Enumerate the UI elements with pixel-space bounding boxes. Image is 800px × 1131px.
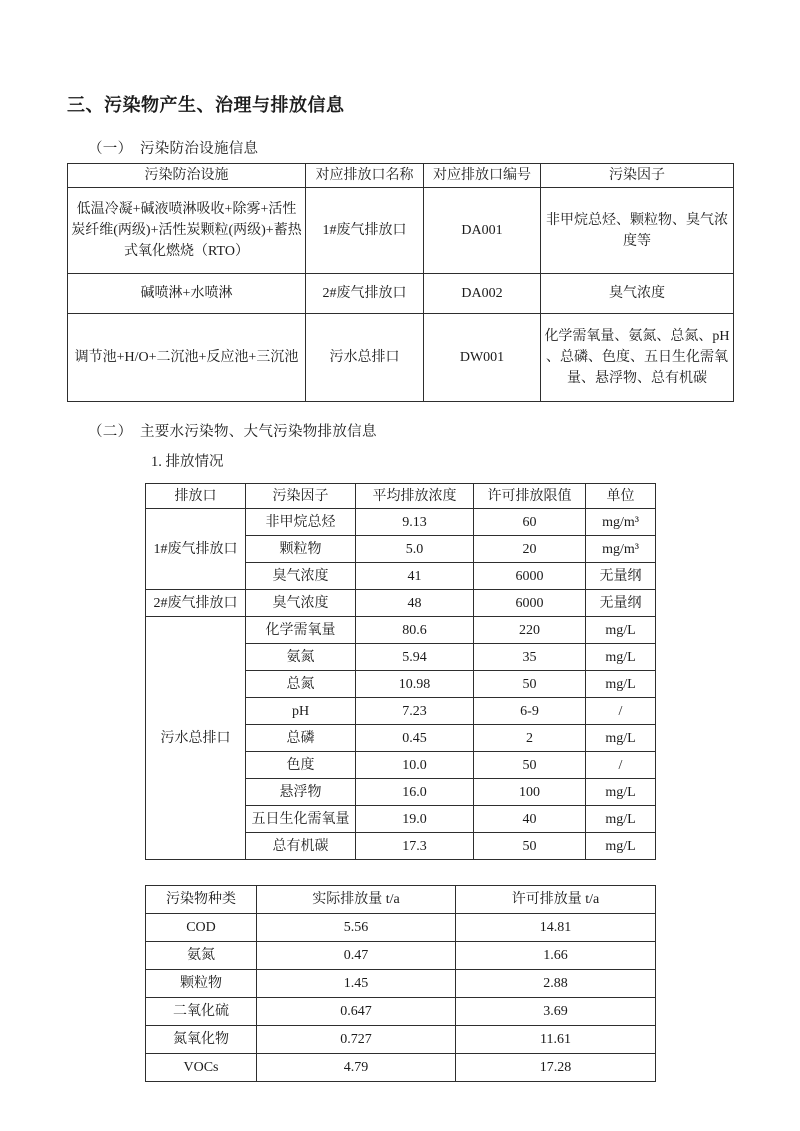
outlet-cell: 1#废气排放口 [146, 509, 246, 590]
subsection-title-emission-info: （二） 主要水污染物、大气污染物排放信息 [88, 424, 377, 440]
facility-cell: 低温冷凝+碱液喷淋吸收+除雾+活性炭纤维(两级)+活性炭颗粒(两级)+蓄热式氧化燃烧（RTO） [68, 188, 306, 274]
factors-cell: 非甲烷总烃、颗粒物、臭气浓度等 [541, 188, 734, 274]
outlet-code-cell: DA001 [424, 188, 541, 274]
factors-cell: 化学需氧量、氨氮、总氮、pH 、总磷、色度、五日生化需氧量、悬浮物、总有机碳 [541, 314, 734, 402]
table-row [146, 617, 656, 644]
factors-cell: 臭气浓度 [541, 274, 734, 314]
permitted-amount-cell: 17.28 [456, 1054, 656, 1082]
table-row [68, 274, 734, 314]
factor-cell: 臭气浓度 [246, 590, 356, 617]
permitted-amount-cell: 3.69 [456, 998, 656, 1026]
unit-cell: / [586, 752, 656, 779]
avg-concentration-cell: 16.0 [356, 779, 474, 806]
table-row [146, 1054, 656, 1082]
column-header-permitted-amount: 许可排放量 t/a [456, 886, 656, 914]
table-row [68, 314, 734, 402]
avg-concentration-cell: 5.94 [356, 644, 474, 671]
factor-cell: 悬浮物 [246, 779, 356, 806]
facility-table-header-row [68, 164, 734, 188]
actual-amount-cell: 4.79 [257, 1054, 456, 1082]
permitted-amount-cell: 1.66 [456, 942, 656, 970]
factor-cell: pH [246, 698, 356, 725]
unit-cell: mg/L [586, 644, 656, 671]
factor-cell: 非甲烷总烃 [246, 509, 356, 536]
column-header-factor: 污染因子 [246, 484, 356, 509]
column-header-pollutant-type: 污染物种类 [146, 886, 257, 914]
outlet-code-cell: DW001 [424, 314, 541, 402]
limit-cell: 100 [474, 779, 586, 806]
avg-concentration-cell: 41 [356, 563, 474, 590]
avg-concentration-cell: 10.98 [356, 671, 474, 698]
actual-amount-cell: 0.727 [257, 1026, 456, 1054]
emission-table-header-row [146, 484, 656, 509]
limit-cell: 50 [474, 833, 586, 860]
column-header-actual-amount: 实际排放量 t/a [257, 886, 456, 914]
table-row [146, 970, 656, 998]
unit-cell: mg/L [586, 671, 656, 698]
unit-cell: mg/L [586, 806, 656, 833]
outlet-name-cell: 2#废气排放口 [306, 274, 424, 314]
facility-cell: 碱喷淋+水喷淋 [68, 274, 306, 314]
avg-concentration-cell: 17.3 [356, 833, 474, 860]
unit-cell: 无量纲 [586, 563, 656, 590]
outlet-name-cell: 污水总排口 [306, 314, 424, 402]
unit-cell: mg/L [586, 617, 656, 644]
avg-concentration-cell: 10.0 [356, 752, 474, 779]
actual-amount-cell: 5.56 [257, 914, 456, 942]
table-row [146, 998, 656, 1026]
column-header-unit: 单位 [586, 484, 656, 509]
pollutant-type-cell: VOCs [146, 1054, 257, 1082]
outlet-cell: 2#废气排放口 [146, 590, 246, 617]
pollutant-type-cell: 氮氧化物 [146, 1026, 257, 1054]
avg-concentration-cell: 5.0 [356, 536, 474, 563]
factor-cell: 总磷 [246, 725, 356, 752]
limit-cell: 40 [474, 806, 586, 833]
pollutant-type-cell: 氨氮 [146, 942, 257, 970]
permitted-amount-cell: 2.88 [456, 970, 656, 998]
table-row [68, 188, 734, 274]
table-row [146, 590, 656, 617]
column-header-facility: 污染防治设施 [68, 164, 306, 188]
facility-cell: 调节池+H/O+二沉池+反应池+三沉池 [68, 314, 306, 402]
outlet-code-cell: DA002 [424, 274, 541, 314]
unit-cell: mg/L [586, 833, 656, 860]
unit-cell: mg/m³ [586, 536, 656, 563]
pollutant-type-cell: 颗粒物 [146, 970, 257, 998]
table-row [146, 1026, 656, 1054]
avg-concentration-cell: 9.13 [356, 509, 474, 536]
permitted-amount-cell: 14.81 [456, 914, 656, 942]
factor-cell: 氨氮 [246, 644, 356, 671]
factor-cell: 五日生化需氧量 [246, 806, 356, 833]
outlet-name-cell: 1#废气排放口 [306, 188, 424, 274]
pollutant-type-cell: COD [146, 914, 257, 942]
avg-concentration-cell: 48 [356, 590, 474, 617]
limit-cell: 2 [474, 725, 586, 752]
emission-table [145, 483, 656, 860]
annual-table-header-row [146, 886, 656, 914]
table-row [146, 942, 656, 970]
column-header-outlet: 排放口 [146, 484, 246, 509]
column-header-outlet-name: 对应排放口名称 [306, 164, 424, 188]
unit-cell: 无量纲 [586, 590, 656, 617]
factor-cell: 总有机碳 [246, 833, 356, 860]
limit-cell: 50 [474, 752, 586, 779]
unit-cell: / [586, 698, 656, 725]
facility-table [67, 163, 734, 402]
limit-cell: 6000 [474, 590, 586, 617]
factor-cell: 色度 [246, 752, 356, 779]
limit-cell: 50 [474, 671, 586, 698]
factor-cell: 颗粒物 [246, 536, 356, 563]
unit-cell: mg/L [586, 779, 656, 806]
avg-concentration-cell: 19.0 [356, 806, 474, 833]
avg-concentration-cell: 0.45 [356, 725, 474, 752]
limit-cell: 35 [474, 644, 586, 671]
section-title: 三、污染物产生、治理与排放信息 [67, 95, 345, 115]
actual-amount-cell: 1.45 [257, 970, 456, 998]
column-header-factors: 污染因子 [541, 164, 734, 188]
column-header-avg-concentration: 平均排放浓度 [356, 484, 474, 509]
annual-emission-table [145, 885, 656, 1082]
outlet-cell: 污水总排口 [146, 617, 246, 860]
actual-amount-cell: 0.647 [257, 998, 456, 1026]
permitted-amount-cell: 11.61 [456, 1026, 656, 1054]
table-row [146, 914, 656, 942]
limit-cell: 6000 [474, 563, 586, 590]
column-header-outlet-code: 对应排放口编号 [424, 164, 541, 188]
avg-concentration-cell: 7.23 [356, 698, 474, 725]
column-header-permitted-limit: 许可排放限值 [474, 484, 586, 509]
subsection-title-facility-info: （一） 污染防治设施信息 [88, 141, 259, 157]
avg-concentration-cell: 80.6 [356, 617, 474, 644]
limit-cell: 20 [474, 536, 586, 563]
factor-cell: 臭气浓度 [246, 563, 356, 590]
pollutant-type-cell: 二氧化硫 [146, 998, 257, 1026]
table-row [146, 509, 656, 536]
limit-cell: 60 [474, 509, 586, 536]
factor-cell: 化学需氧量 [246, 617, 356, 644]
unit-cell: mg/L [586, 725, 656, 752]
limit-cell: 220 [474, 617, 586, 644]
actual-amount-cell: 0.47 [257, 942, 456, 970]
list-item-emission-status: 1. 排放情况 [151, 454, 224, 470]
unit-cell: mg/m³ [586, 509, 656, 536]
limit-cell: 6-9 [474, 698, 586, 725]
factor-cell: 总氮 [246, 671, 356, 698]
